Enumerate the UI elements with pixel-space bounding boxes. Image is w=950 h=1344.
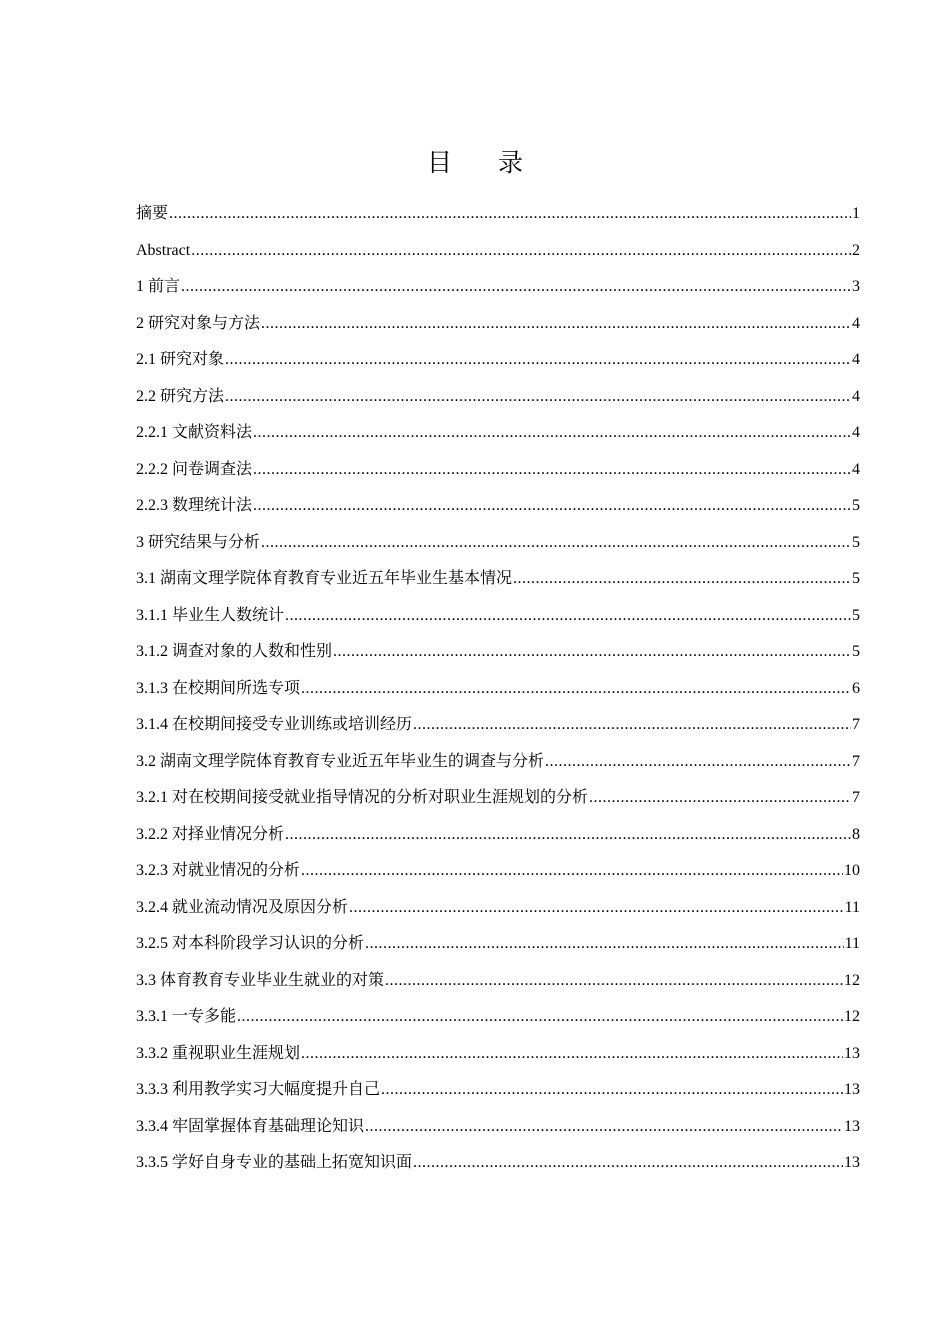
toc-entry-label: 2.2.2 问卷调查法 (136, 460, 253, 478)
toc-entry-page-number: 5 (852, 570, 860, 587)
toc-dot-leader (545, 744, 851, 781)
toc-entry-label: 2.2.3 数理统计法 (136, 497, 253, 514)
toc-entry[interactable] (136, 415, 860, 452)
page-title (0, 146, 950, 180)
toc-entry[interactable] (136, 488, 860, 525)
toc-entry-page-number: 10 (844, 862, 860, 879)
toc-entry-label: 3.2.5 对本科阶段学习认识的分析 (136, 935, 365, 952)
toc-entry-page-number: 7 (852, 716, 860, 733)
toc-entry-label: 3.2.1 对在校期间接受就业指导情况的分析对职业生涯规划的分析 (136, 789, 589, 806)
toc-entry-label: 3.3 体育教育专业毕业生就业的对策 (136, 971, 385, 989)
toc-entry-label: 3.1 湖南文理学院体育教育专业近五年毕业生基本情况 (136, 570, 513, 587)
toc-entry-label: 3.2.2 对择业情况分析 (136, 825, 285, 843)
toc-entry[interactable] (136, 269, 860, 306)
toc-dot-leader (301, 853, 843, 890)
toc-entry[interactable] (136, 598, 860, 635)
toc-entry[interactable] (136, 452, 860, 489)
toc-entry-page-number: 4 (852, 314, 860, 332)
toc-entry-page-number: 11 (844, 935, 860, 952)
toc-entry[interactable] (136, 1109, 860, 1146)
toc-entry-page-number: 5 (852, 643, 860, 660)
toc-entry-label: 3.2.3 对就业情况的分析 (136, 862, 301, 879)
toc-entry-label: 2 研究对象与方法 (136, 314, 261, 332)
toc-entry[interactable] (136, 233, 860, 270)
toc-entry-page-number: 13 (844, 1081, 860, 1098)
toc-entry[interactable] (136, 196, 860, 233)
toc-entry[interactable] (136, 306, 860, 343)
toc-entry[interactable] (136, 1145, 860, 1182)
toc-entry-page-number: 3 (852, 278, 860, 295)
toc-entry-label: 3.1.2 调查对象的人数和性别 (136, 643, 333, 660)
toc-entry[interactable] (136, 926, 860, 963)
toc-entry-label: 2.1 研究对象 (136, 351, 225, 368)
toc-dot-leader (365, 926, 844, 963)
toc-entry-page-number: 5 (852, 497, 860, 514)
toc-dot-leader (181, 269, 851, 306)
toc-entry[interactable] (136, 525, 860, 562)
toc-entry-label: 3.1.1 毕业生人数统计 (136, 606, 285, 624)
toc-entry-page-number: 8 (852, 825, 860, 843)
toc-entry-page-number: 1 (852, 205, 860, 222)
toc-entry-page-number: 12 (844, 1008, 860, 1025)
toc-entry-label: 3.3.1 一专多能 (136, 1008, 237, 1025)
toc-entry[interactable] (136, 379, 860, 416)
toc-dot-leader (333, 634, 851, 671)
toc-entry-label: 2.2 研究方法 (136, 387, 225, 405)
toc-entry-page-number: 13 (844, 1044, 860, 1062)
toc-dot-leader (385, 963, 843, 1000)
toc-entry-page-number: 4 (852, 387, 860, 405)
toc-entry[interactable] (136, 634, 860, 671)
toc-entry[interactable] (136, 1072, 860, 1109)
toc-entry-label: 3.1.3 在校期间所选专项 (136, 679, 301, 697)
toc-entry-label: 3.3.5 学好自身专业的基础上拓宽知识面 (136, 1154, 413, 1171)
toc-dot-leader (413, 707, 851, 744)
toc-entry[interactable] (136, 780, 860, 817)
toc-dot-leader (225, 342, 851, 379)
toc-dot-leader (225, 379, 851, 416)
toc-entry[interactable] (136, 707, 860, 744)
toc-dot-leader (261, 306, 851, 343)
page-title-char-1: 目 (426, 148, 452, 177)
toc-entry-label: Abstract (136, 241, 191, 259)
toc-dot-leader (413, 1145, 843, 1182)
toc-entry-label: 1 前言 (136, 278, 181, 295)
toc-dot-leader (381, 1072, 843, 1109)
toc-entry-label: 3.2.4 就业流动情况及原因分析 (136, 898, 349, 916)
toc-dot-leader (285, 598, 851, 635)
toc-entry[interactable] (136, 744, 860, 781)
table-of-contents (136, 196, 860, 1182)
toc-dot-leader (349, 890, 844, 927)
toc-dot-leader (261, 525, 851, 562)
toc-entry-page-number: 2 (852, 241, 860, 259)
toc-dot-leader (365, 1109, 843, 1146)
toc-entry-label: 3.1.4 在校期间接受专业训练或培训经历 (136, 716, 413, 733)
toc-dot-leader (253, 452, 851, 489)
toc-entry[interactable] (136, 561, 860, 598)
toc-dot-leader (237, 999, 843, 1036)
toc-entry-page-number: 11 (844, 898, 860, 916)
toc-entry-label: 摘要 (136, 205, 169, 222)
toc-dot-leader (285, 817, 851, 854)
toc-dot-leader (301, 671, 851, 708)
toc-entry-label: 3.3.2 重视职业生涯规划 (136, 1044, 301, 1062)
toc-entry-label: 2.2.1 文献资料法 (136, 424, 253, 441)
toc-dot-leader (513, 561, 851, 598)
toc-entry-page-number: 6 (852, 679, 860, 697)
toc-entry-page-number: 4 (852, 424, 860, 441)
toc-entry[interactable] (136, 853, 860, 890)
page-title-char-2: 录 (498, 148, 524, 177)
toc-entry-page-number: 7 (852, 752, 860, 770)
toc-entry-page-number: 7 (852, 789, 860, 806)
toc-entry[interactable] (136, 671, 860, 708)
toc-entry[interactable] (136, 890, 860, 927)
toc-entry-label: 3 研究结果与分析 (136, 533, 261, 551)
toc-dot-leader (191, 233, 851, 270)
toc-entry-label: 3.3.3 利用教学实习大幅度提升自己 (136, 1081, 381, 1098)
toc-dot-leader (253, 488, 851, 525)
toc-entry[interactable] (136, 999, 860, 1036)
toc-entry[interactable] (136, 817, 860, 854)
toc-entry-label: 3.2 湖南文理学院体育教育专业近五年毕业生的调查与分析 (136, 752, 545, 770)
toc-dot-leader (301, 1036, 843, 1073)
toc-entry-page-number: 13 (844, 1117, 860, 1135)
toc-entry-page-number: 5 (852, 533, 860, 551)
toc-entry-page-number: 13 (844, 1154, 860, 1171)
toc-dot-leader (253, 415, 851, 452)
toc-dot-leader (169, 196, 851, 233)
toc-entry-page-number: 4 (852, 351, 860, 368)
toc-dot-leader (589, 780, 851, 817)
toc-entry-page-number: 5 (852, 606, 860, 624)
toc-entry-page-number: 12 (844, 971, 860, 989)
toc-entry[interactable] (136, 342, 860, 379)
toc-entry-label: 3.3.4 牢固掌握体育基础理论知识 (136, 1117, 365, 1135)
toc-entry[interactable] (136, 1036, 860, 1073)
toc-entry-page-number: 4 (852, 460, 860, 478)
toc-entry[interactable] (136, 963, 860, 1000)
